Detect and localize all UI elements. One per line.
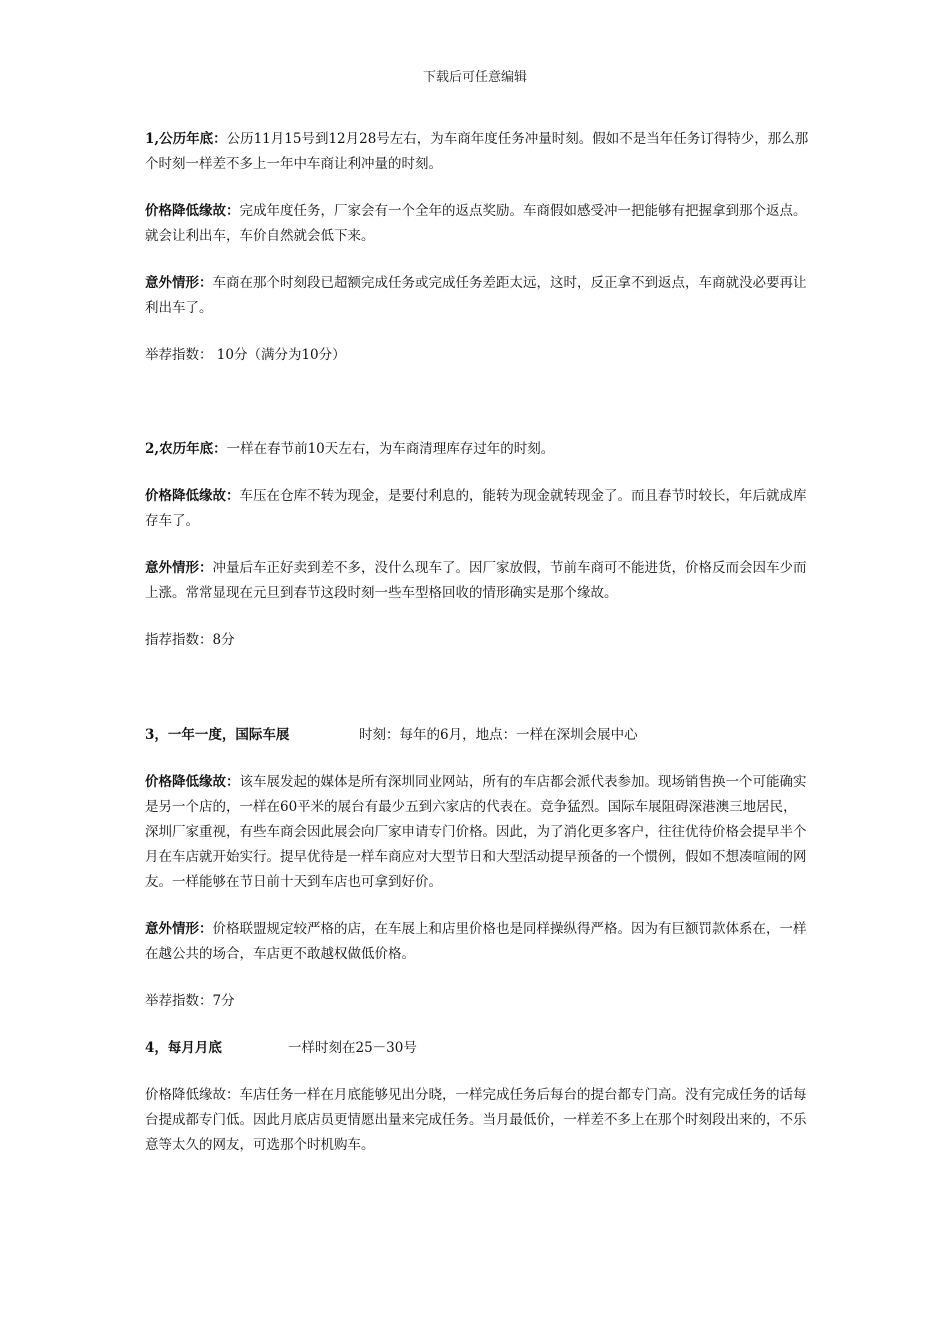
section-3-reason-label: 价格降低缘故：	[145, 774, 240, 790]
section-1-reason-text: 完成年度任务，厂家会有一个全年的返点奖励。车商假如感受冲一把能够有把握拿到那个返点。就会让利出车，车价自然就会低下来。	[145, 203, 807, 244]
section-3-title	[145, 723, 810, 748]
section-4-title-time: 一样时刻在25－30号	[288, 1040, 417, 1056]
section-3-exception-text: 价格联盟规定较严格的店，在车展上和店里价格也是同样操纵得严格。因为有巨额罚款体系在，一样在越公共的场合，车店更不敢越权做低价格。	[145, 921, 807, 962]
section-3-reason	[145, 770, 810, 895]
section-2-title-text: 一样在春节前10天左右，为车商清理库存过年的时刻。	[226, 441, 555, 457]
section-2-reason-text: 车压在仓库不转为现金，是要付利息的，能转为现金就转现金了。而且春节时较长，年后就成库存车了。	[145, 488, 807, 529]
section-2-exception	[145, 556, 810, 606]
section-1-exception-label: 意外情形：	[145, 275, 213, 291]
section-1-title-text: 公历11月15号到12月28号左右，为车商年度任务冲量时刻。假如不是当年任务订得特少，那么那个时刻一样差不多上一年中车商让利冲量的时刻。	[145, 131, 809, 172]
section-2-reason-label: 价格降低缘故：	[145, 488, 240, 504]
section-3-title-label: 3，一年一度，国际车展	[145, 727, 290, 743]
section-1-exception-text: 车商在那个时刻段已超额完成任务或完成任务差距太远，这时，反正拿不到返点，车商就没必要再让利出车了。	[145, 275, 807, 316]
section-2-rating: 指荐指数：8分	[145, 632, 235, 648]
section-2-exception-label: 意外情形：	[145, 560, 213, 576]
section-1-rating: 举荐指数： 10分（满分为10分）	[145, 347, 346, 363]
header-note: 下载后可任意编辑	[422, 70, 527, 85]
section-4-reason: 价格降低缘故：车店任务一样在月底能够见出分晓，一样完成任务后每台的提台都专门高。没有完成任务的话每台提成都专门低。因此月底店员更情愿出量来完成任务。当月最低价，一样差不多上在那个时刻段出来的，不乐意等太久的网友，可选那个时机购车。	[145, 1087, 807, 1153]
section-2-exception-text: 冲量后车正好卖到差不多，没什么现车了。因厂家放假，节前车商可不能进货，价格反而会因车少而上涨。常常显现在元旦到春节这段时刻一些车型格回收的情形确实是那个缘故。	[145, 560, 807, 601]
section-4-title	[145, 1036, 810, 1061]
section-1-title-label: 1,公历年底：	[145, 131, 227, 147]
spacer	[145, 675, 810, 723]
section-3-exception	[145, 917, 810, 967]
spacer	[145, 390, 810, 437]
section-4-title-label: 4，每月月底	[145, 1040, 222, 1056]
section-2-reason	[145, 484, 810, 534]
section-3-rating: 举荐指数：7分	[145, 993, 235, 1009]
section-3-exception-label: 意外情形：	[145, 921, 213, 937]
section-1-title	[145, 127, 810, 177]
section-1-reason-label: 价格降低缘故：	[145, 203, 240, 219]
section-2-title-label: 2,农历年底：	[145, 441, 227, 457]
section-3-title-time: 时刻：每年的6月，地点：一样在深圳会展中心	[359, 727, 638, 743]
section-3-reason-text: 该车展发起的媒体是所有深圳同业网站，所有的车店都会派代表参加。现场销售换一个可能确实是另一个店的，一样在60平米的展台有最少五到六家店的代表在。竞争猛烈。国际车展阻碍深港澳三地居民，深圳厂家重视，有些车商会因此展会向厂家申请专门价格。因此，为了消化更多客户，往往优待价格会提早半个月在车店就开始实行。提早优待是一样车商应对大型节日和大型活动提早预备的一个惯例，假如不想凑喧闹的网友。一样能够在节日前十天到车店也可拿到好价。	[145, 774, 807, 890]
section-1-reason	[145, 199, 810, 249]
section-2-title	[145, 437, 810, 462]
section-1-exception	[145, 271, 810, 321]
document-body	[145, 127, 810, 1180]
